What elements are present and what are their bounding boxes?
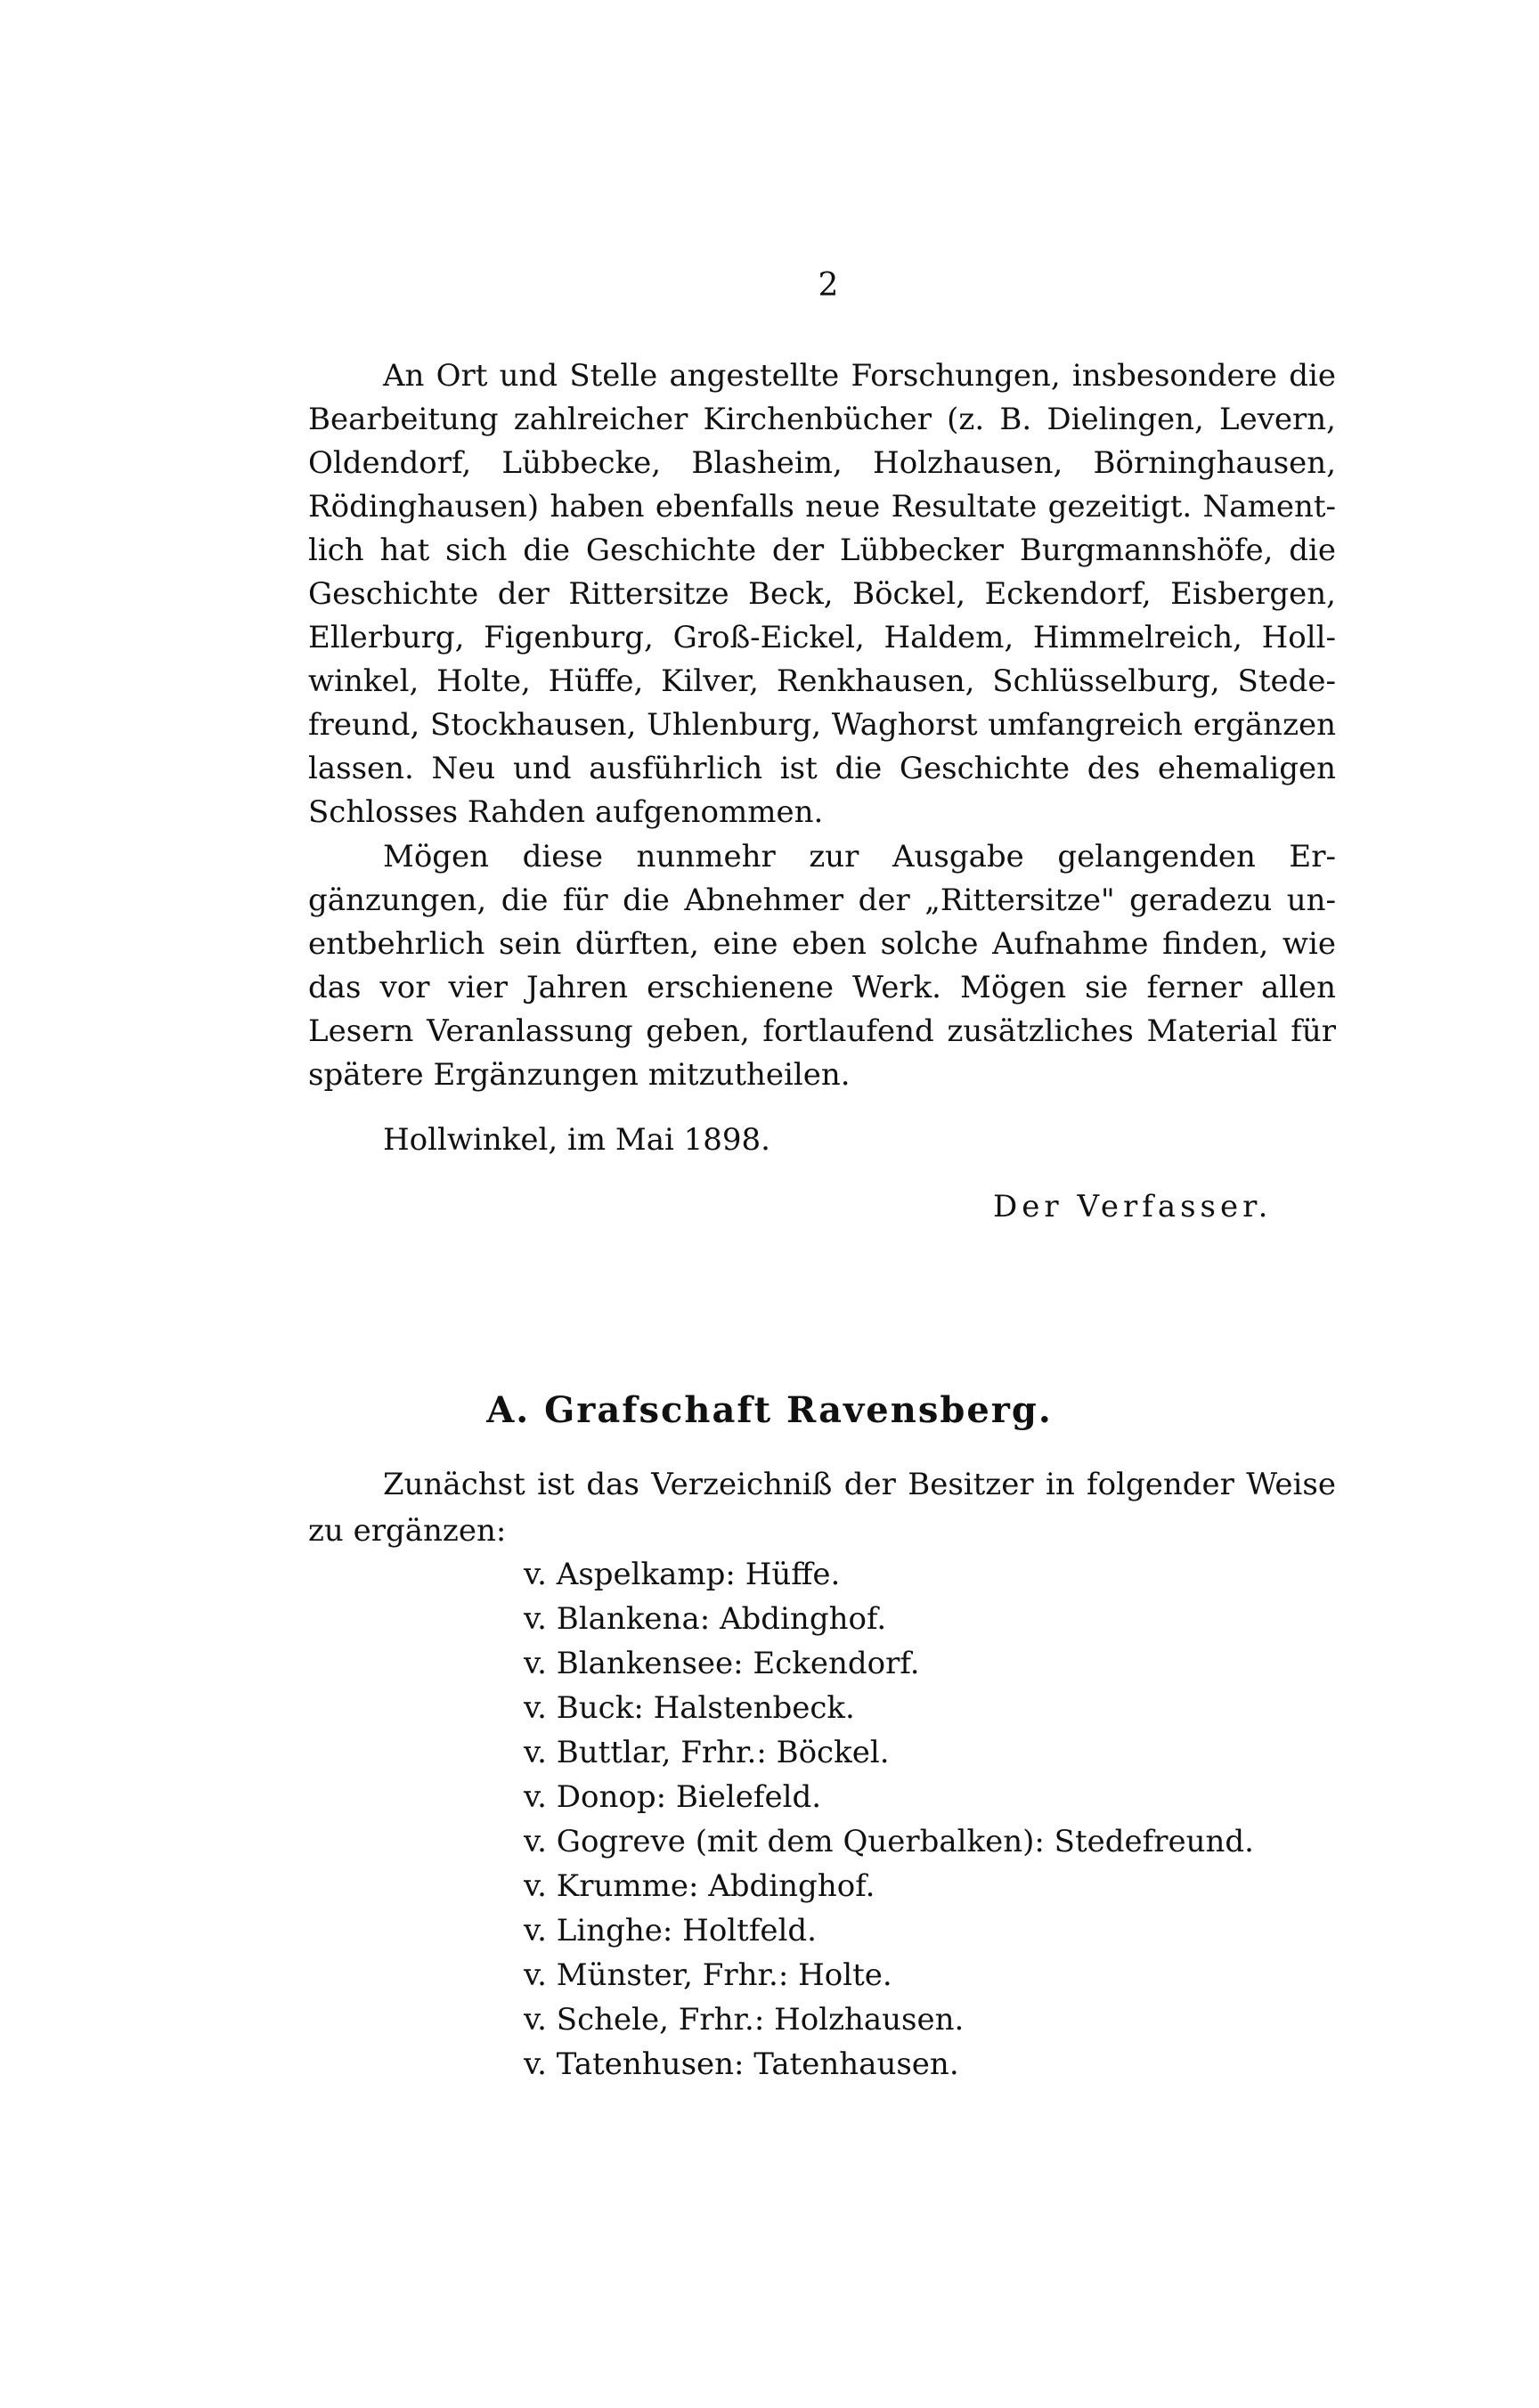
list-item: v. Krumme: Abdinghof. bbox=[524, 1868, 875, 1904]
text-line: Schlosses Rahden aufgenommen. bbox=[308, 794, 824, 830]
list-item: v. Aspelkamp: Hüffe. bbox=[524, 1557, 841, 1592]
text-line: winkel, Holte, Hüffe, Kilver, Renkhausen, Schlüsselburg, Stede- bbox=[308, 663, 1336, 699]
intro-line: zu ergänzen: bbox=[308, 1513, 507, 1549]
list-item: v. Münster, Frhr.: Holte. bbox=[524, 1957, 892, 1993]
list-item: v. Blankena: Abdinghof. bbox=[524, 1601, 887, 1637]
list-item: v. Buttlar, Frhr.: Böckel. bbox=[524, 1735, 890, 1770]
text-line: Bearbeitung zahlreicher Kirchenbücher (z. B. Dielingen, Levern, bbox=[308, 402, 1336, 437]
text-line: Mögen diese nunmehr zur Ausgabe gelangenden Er- bbox=[383, 839, 1336, 875]
text-line: An Ort und Stelle angestellte Forschungen, insbesondere die bbox=[383, 358, 1336, 394]
text-line: lich hat sich die Geschichte der Lübbecker Burgmannshöfe, die bbox=[308, 533, 1336, 568]
list-item: v. Blankensee: Eckendorf. bbox=[524, 1646, 920, 1681]
text-line: spätere Ergänzungen mitzutheilen. bbox=[308, 1057, 851, 1093]
text-line: freund, Stockhausen, Uhlenburg, Waghorst umfangreich ergänzen bbox=[308, 707, 1336, 743]
section-heading: A. Grafschaft Ravensberg. bbox=[486, 1389, 1053, 1431]
text-line: das vor vier Jahren erschienene Werk. Mögen sie ferner allen bbox=[308, 970, 1336, 1005]
text-line: Ellerburg, Figenburg, Groß-Eickel, Haldem, Himmelreich, Holl- bbox=[308, 620, 1336, 655]
text-line: lassen. Neu und ausführlich ist die Geschichte des ehemaligen bbox=[308, 751, 1336, 786]
text-line: entbehrlich sein dürften, eine eben solche Aufnahme finden, wie bbox=[308, 926, 1336, 962]
list-item: v. Schele, Frhr.: Holzhausen. bbox=[524, 2002, 965, 2038]
list-item: v. Buck: Halstenbeck. bbox=[524, 1690, 855, 1726]
text-line: Oldendorf, Lübbecke, Blasheim, Holzhausen, Börninghausen, bbox=[308, 445, 1336, 481]
intro-line: Zunächst ist das Verzeichniß der Besitzer in folgender Weise bbox=[383, 1467, 1336, 1502]
list-item: v. Linghe: Holtfeld. bbox=[524, 1913, 817, 1948]
page-number: 2 bbox=[818, 267, 839, 304]
signature: Der Verfasser. bbox=[993, 1189, 1273, 1224]
text-line: Geschichte der Rittersitze Beck, Böckel, Eckendorf, Eisbergen, bbox=[308, 576, 1336, 612]
text-line: Lesern Veranlassung geben, fortlaufend zusätzliches Material für bbox=[308, 1013, 1336, 1049]
list-item: v. Donop: Bielefeld. bbox=[524, 1779, 822, 1815]
list-item: v. Tatenhusen: Tatenhausen. bbox=[524, 2046, 959, 2082]
dateline: Hollwinkel, im Mai 1898. bbox=[383, 1122, 770, 1158]
text-line: gänzungen, die für die Abnehmer der „Rittersitze" geradezu un- bbox=[308, 883, 1336, 918]
list-item: v. Gogreve (mit dem Querbalken): Stedefreund. bbox=[524, 1824, 1254, 1859]
text-line: Rödinghausen) haben ebenfalls neue Resultate gezeitigt. Nament- bbox=[308, 489, 1336, 525]
